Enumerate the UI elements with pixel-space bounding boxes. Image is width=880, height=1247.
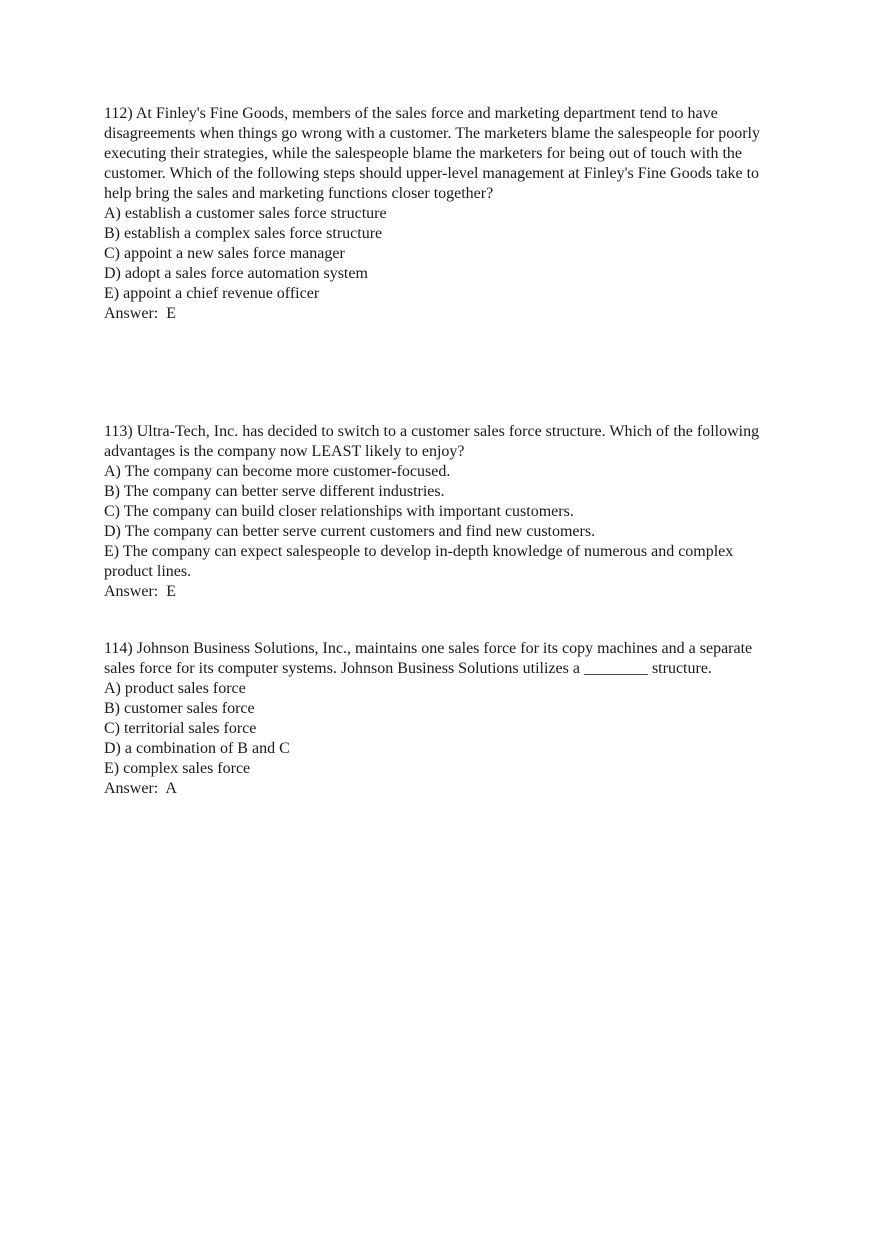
answer-option-c: C) The company can build closer relationships with important customers. <box>104 503 574 520</box>
answer-option-d: D) adopt a sales force automation system <box>104 265 368 282</box>
answer-option-e: E) The company can expect salespeople to develop in-depth knowledge of numerous and complex product lines. <box>104 543 734 580</box>
question-113 <box>104 422 772 602</box>
answer-option-a: A) product sales force <box>104 680 246 697</box>
question-112 <box>104 104 772 324</box>
answer-option-d: D) The company can better serve current customers and find new customers. <box>104 523 596 540</box>
answer-option-a: A) The company can become more customer-focused. <box>104 463 451 480</box>
question-114 <box>104 639 772 799</box>
answer-key: Answer: A <box>104 780 177 797</box>
answer-option-b: B) The company can better serve different industries. <box>104 483 445 500</box>
answer-key: Answer: E <box>104 305 176 322</box>
question-stem: 113) Ultra-Tech, Inc. has decided to switch to a customer sales force structure. Which of the following advantages is the company now LEAST likely to enjoy? <box>104 423 760 460</box>
question-stem: 112) At Finley's Fine Goods, members of the sales force and marketing department tend to have disagreements when things go wrong with a customer. The marketers blame the salespeople for poorly executing their strategies, while the salespeople blame the marketers for being out of touch with the customer. Which of the following steps should upper-level management at Finley's Fine Goods take to help bring the sales and marketing functions closer together? <box>104 105 760 202</box>
answer-option-b: B) customer sales force <box>104 700 255 717</box>
answer-option-c: C) appoint a new sales force manager <box>104 245 345 262</box>
question-stem: 114) Johnson Business Solutions, Inc., maintains one sales force for its copy machines and a separate sales force for its computer systems. Johnson Business Solutions utilizes a ________ structure. <box>104 640 753 677</box>
answer-option-e: E) complex sales force <box>104 760 251 777</box>
answer-option-a: A) establish a customer sales force structure <box>104 205 387 222</box>
answer-option-d: D) a combination of B and C <box>104 740 290 757</box>
answer-option-c: C) territorial sales force <box>104 720 257 737</box>
answer-key: Answer: E <box>104 583 176 600</box>
answer-option-b: B) establish a complex sales force structure <box>104 225 383 242</box>
answer-option-e: E) appoint a chief revenue officer <box>104 285 320 302</box>
